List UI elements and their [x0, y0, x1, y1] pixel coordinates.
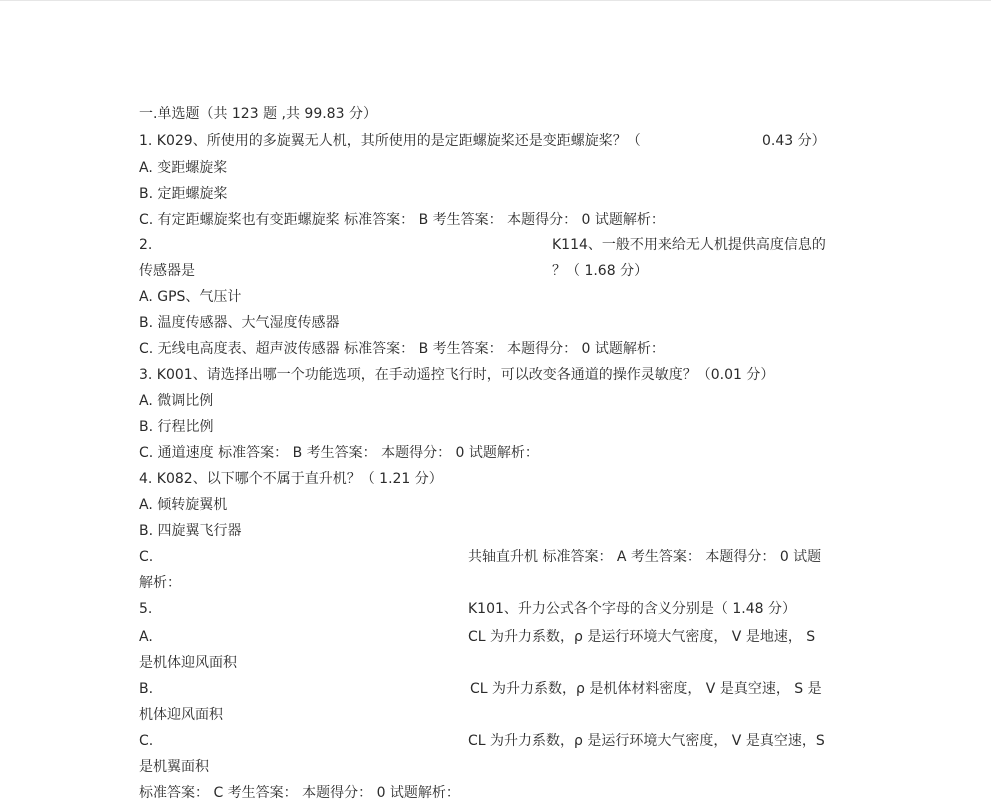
question-5-option-c-letter: C.	[139, 733, 154, 749]
question-5-text: K101、升力公式各个字母的含义分别是（ 1.48 分）	[468, 601, 796, 617]
question-5-option-b-cont: 机体迎风面积	[139, 707, 223, 723]
question-5-option-c: CL 为升力系数，ρ 是运行环境大气密度， V 是真空速，S	[468, 733, 825, 749]
question-5-option-a: CL 为升力系数，ρ 是运行环境大气密度， V 是地速， S	[468, 629, 816, 645]
question-2-option-a: A. GPS、气压计	[139, 289, 242, 305]
question-1-option-a: A. 变距螺旋桨	[139, 160, 228, 176]
question-4-option-a: A. 倾转旋翼机	[139, 497, 228, 513]
question-5-answer: 标准答案： C 考生答案： 本题得分： 0 试题解析：	[139, 785, 460, 801]
question-2-option-b: B. 温度传感器、大气湿度传感器	[139, 315, 340, 331]
question-5-number: 5.	[139, 601, 153, 617]
section-title: 一.单选题（共 123 题 ,共 99.83 分）	[139, 106, 377, 122]
question-4-option-b: B. 四旋翼飞行器	[139, 523, 242, 539]
question-1-option-c: C. 有定距螺旋桨也有变距螺旋桨 标准答案： B 考生答案： 本题得分： 0 试题解析：	[139, 212, 665, 228]
question-2-number: 2.	[139, 237, 153, 253]
question-5-option-a-cont: 是机体迎风面积	[139, 655, 237, 671]
question-1-score: 0.43 分）	[762, 133, 826, 149]
question-5-option-a-letter: A.	[139, 629, 153, 645]
question-5-option-c-cont: 是机翼面积	[139, 759, 209, 775]
question-2-text-cont: 传感器是	[139, 263, 195, 279]
question-4-text: 4. K082、以下哪个不属于直升机？（ 1.21 分）	[139, 471, 443, 487]
question-2-text: K114、一般不用来给无人机提供高度信息的	[552, 237, 826, 253]
question-4-option-c-letter: C.	[139, 549, 154, 565]
question-5-option-b-letter: B.	[139, 681, 154, 697]
question-4-answer-cont: 解析：	[139, 575, 181, 591]
question-3-option-c: C. 通道速度 标准答案： B 考生答案： 本题得分： 0 试题解析：	[139, 445, 539, 461]
question-2-option-c: C. 无线电高度表、超声波传感器 标准答案： B 考生答案： 本题得分： 0 试题解析：	[139, 341, 665, 357]
question-3-option-a: A. 微调比例	[139, 393, 214, 409]
question-3-option-b: B. 行程比例	[139, 419, 214, 435]
question-3-text: 3. K001、请选择出哪一个功能选项，在手动遥控飞行时，可以改变各通道的操作灵敏度？（0.01 分）	[139, 367, 775, 383]
question-2-score: ？（ 1.68 分）	[552, 263, 649, 279]
question-4-option-c: 共轴直升机 标准答案： A 考生答案： 本题得分： 0 试题	[468, 549, 822, 565]
question-1-option-b: B. 定距螺旋桨	[139, 186, 228, 202]
question-5-option-b: CL 为升力系数，ρ 是机体材料密度， V 是真空速， S 是	[470, 681, 822, 697]
question-1-text: 1. K029、所使用的多旋翼无人机，其所使用的是定距螺旋桨还是变距螺旋桨？（	[139, 133, 641, 149]
